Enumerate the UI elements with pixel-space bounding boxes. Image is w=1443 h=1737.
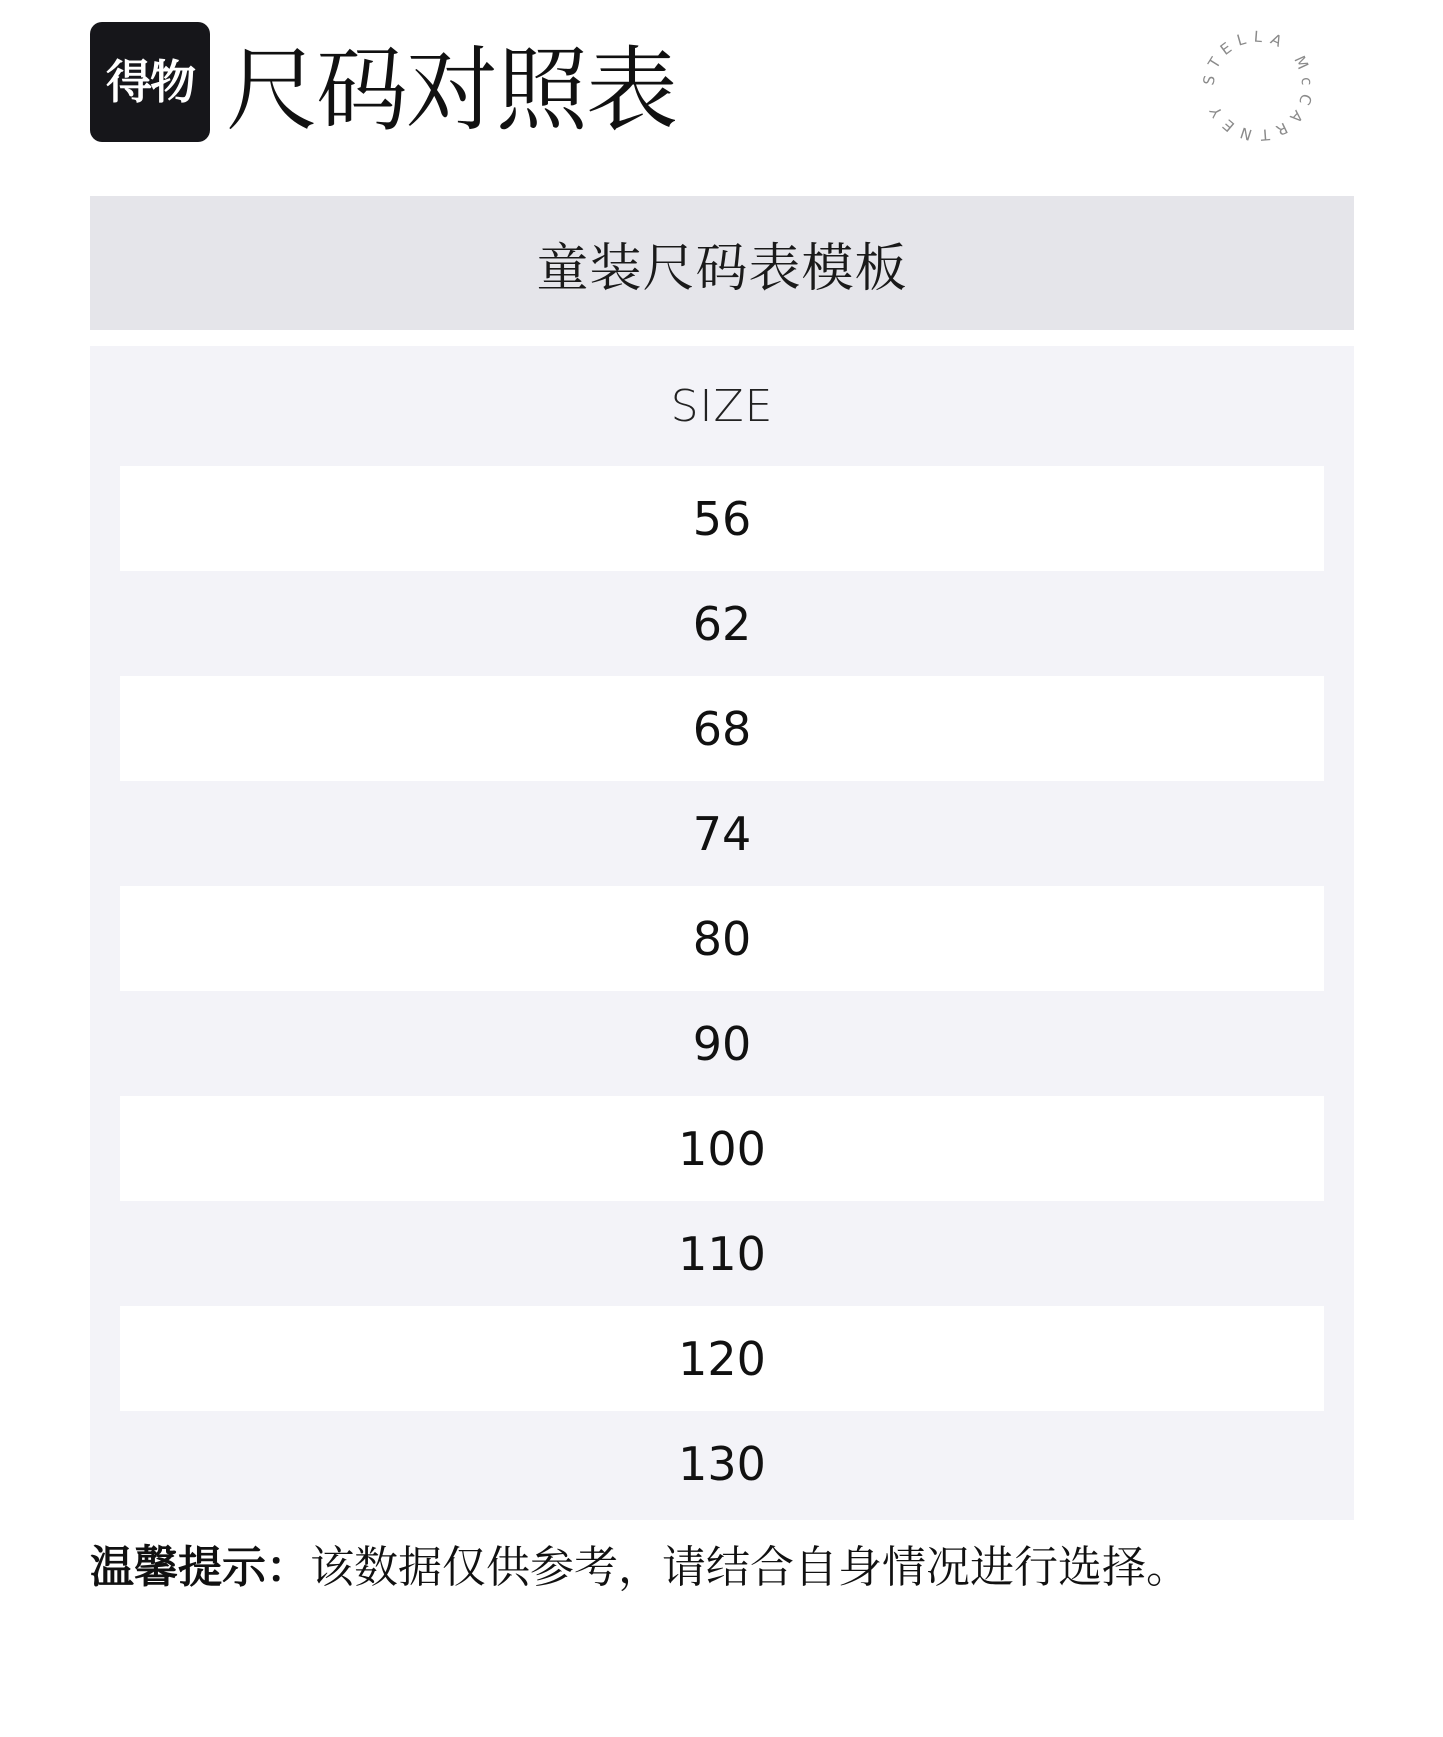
table-title: 童装尺码表模板 bbox=[536, 238, 908, 299]
page-title: 尺码对照表 bbox=[226, 37, 677, 144]
table-row bbox=[120, 1306, 1324, 1411]
footnote-label: 温馨提示： bbox=[90, 1542, 310, 1593]
footnote-text: 该数据仅供参考，请结合自身情况进行选择。 bbox=[310, 1542, 1190, 1593]
size-cell: 56 bbox=[692, 491, 752, 546]
circular-text-logo-icon bbox=[1192, 20, 1324, 152]
table-row bbox=[120, 886, 1324, 991]
size-cell: 100 bbox=[678, 1121, 766, 1176]
table-row bbox=[120, 676, 1324, 781]
brand-logo-text: 得物 bbox=[106, 55, 194, 109]
size-cell: 110 bbox=[678, 1226, 766, 1281]
size-cell: 130 bbox=[678, 1436, 766, 1491]
brand-seal-text: STELLA McCARTNEY bbox=[1199, 27, 1317, 145]
brand-logo bbox=[90, 22, 210, 142]
size-table bbox=[90, 346, 1354, 1520]
table-title-band bbox=[90, 196, 1354, 330]
svg-text:STELLA McCARTNEY bbox=[1199, 28, 1316, 145]
size-cell: 68 bbox=[692, 701, 752, 756]
column-header-size: SIZE bbox=[670, 380, 774, 432]
table-row bbox=[120, 1096, 1324, 1201]
footnote bbox=[90, 1538, 1190, 1598]
size-cell: 120 bbox=[678, 1331, 766, 1386]
size-cell: 62 bbox=[692, 596, 752, 651]
size-cell: 74 bbox=[692, 806, 752, 861]
table-row bbox=[120, 991, 1324, 1096]
table-row bbox=[120, 466, 1324, 571]
size-cell: 80 bbox=[692, 911, 752, 966]
table-row bbox=[120, 571, 1324, 676]
table-row bbox=[120, 781, 1324, 886]
brand-seal-logo bbox=[1192, 20, 1324, 152]
table-row bbox=[120, 1411, 1324, 1516]
size-cell: 90 bbox=[692, 1016, 752, 1071]
table-row bbox=[120, 1201, 1324, 1306]
